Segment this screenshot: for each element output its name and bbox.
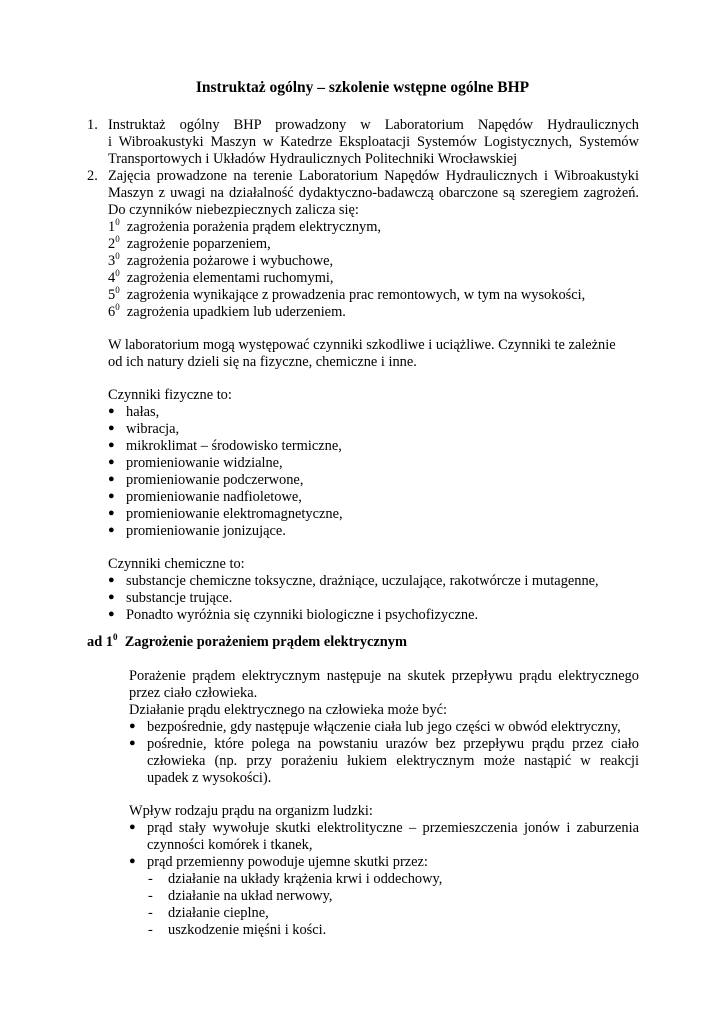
danger-item: $5^0$ zagrożenia wynikające z prowadzenia prac remontowych, w tym na wysokości, xyxy=(108,285,586,303)
danger-item: $6^0$ zagrożenia upadkiem lub uderzeniem. xyxy=(108,302,346,320)
ac-effect-item: działanie cieplne, xyxy=(168,905,269,921)
bullet-icon: ● xyxy=(108,456,115,468)
ac-effect-item: działanie na układy krążenia krwi i oddechowy, xyxy=(168,871,443,887)
bullet-icon: ● xyxy=(108,574,115,586)
current-action-item: człowieka (np. przy porażeniu łukiem elektrycznym może nastąpić w reakcji xyxy=(147,753,639,769)
bullet-icon: ● xyxy=(129,821,136,833)
danger-item: $3^0$ zagrożenia pożarowe i wybuchowe, xyxy=(108,251,334,269)
bullet-icon: ● xyxy=(108,507,115,519)
dash-marker: - xyxy=(148,922,153,938)
chemical-factor-item: substancje chemiczne toksyczne, drażniące, uczulające, rakotwórcze i mutagenne, xyxy=(126,573,599,589)
physical-factor-item: promieniowanie elektromagnetyczne, xyxy=(126,506,343,522)
bullet-icon: ● xyxy=(129,720,136,732)
harmful-factors-line: od ich natury dzieli się na fizyczne, chemiczne i inne. xyxy=(108,354,417,370)
current-action-item: pośrednie, które polega na powstaniu urazów bez przepływu prądu przez ciało xyxy=(147,736,639,752)
item-2-line: Maszyn z uwagi na działalność dydaktyczno-badawczą obarczone są szeregiem zagrożeń. xyxy=(108,185,639,201)
physical-factor-item: hałas, xyxy=(126,404,160,420)
electrocution-intro-line: Porażenie prądem elektrycznym następuje na skutek przepływu prądu elektrycznego xyxy=(129,668,639,684)
document-title: Instruktaż ogólny – szkolenie wstępne ogólne BHP xyxy=(195,79,530,96)
current-type-influence-title: Wpływ rodzaju prądu na organizm ludzki: xyxy=(129,803,373,819)
dash-marker: - xyxy=(148,871,153,887)
physical-factor-item: promieniowanie widzialne, xyxy=(126,455,283,471)
electrocution-intro-line: przez ciało człowieka. xyxy=(129,685,258,701)
ac-effect-item: działanie na układ nerwowy, xyxy=(168,888,333,904)
direct-current-line: czynności komórek i tkanek, xyxy=(147,837,313,853)
item-2-number: 2. xyxy=(87,168,98,184)
bullet-icon: ● xyxy=(108,490,115,502)
item-1-line: Instruktaż ogólny BHP prowadzony w Laboratorium Napędów Hydraulicznych xyxy=(108,117,639,133)
dash-marker: - xyxy=(148,888,153,904)
physical-factor-item: mikroklimat – środowisko termiczne, xyxy=(126,438,342,454)
bullet-icon: ● xyxy=(108,608,115,620)
bullet-icon: ● xyxy=(129,737,136,749)
danger-item: $1^0$ zagrożenia porażenia prądem elektrycznym, xyxy=(108,217,381,235)
chemical-factor-item: substancje trujące. xyxy=(126,590,233,606)
bullet-icon: ● xyxy=(108,422,115,434)
physical-factors-title: Czynniki fizyczne to: xyxy=(108,387,232,403)
danger-item: $4^0$ zagrożenia elementami ruchomymi, xyxy=(108,268,334,286)
bullet-icon: ● xyxy=(108,473,115,485)
danger-item: $2^0$ zagrożenie poparzeniem, xyxy=(108,234,271,252)
direct-current-line: prąd stały wywołuje skutki elektrolityczne – przemieszczenia jonów i zaburzenia xyxy=(147,820,639,836)
item-2-line: Zajęcia prowadzone na terenie Laboratorium Napędów Hydraulicznych i Wibroakustyki xyxy=(108,168,639,184)
physical-factor-item: promieniowanie podczerwone, xyxy=(126,472,304,488)
item-1-number: 1. xyxy=(87,117,98,133)
chemical-factors-title: Czynniki chemiczne to: xyxy=(108,556,245,572)
current-action-title: Działanie prądu elektrycznego na człowieka może być: xyxy=(129,702,448,718)
chemical-factor-item: Ponadto wyróżnia się czynniki biologiczne i psychofizyczne. xyxy=(126,607,479,623)
current-action-item: upadek z wysokości). xyxy=(147,770,272,786)
item-1-line: Transportowych i Układów Hydraulicznych Politechniki Wrocławskiej xyxy=(108,151,518,167)
physical-factor-item: wibracja, xyxy=(126,421,180,437)
bullet-icon: ● xyxy=(108,591,115,603)
bullet-icon: ● xyxy=(129,855,136,867)
current-action-item: bezpośrednie, gdy następuje włączenie ciała lub jego części w obwód elektryczny, xyxy=(147,719,621,735)
item-1-line: i Wibroakustyki Maszyn w Katedrze Eksploatacji Systemów Logistycznych, Systemów xyxy=(108,134,639,150)
alternating-current-intro: prąd przemienny powoduje ujemne skutki przez: xyxy=(147,854,428,870)
bullet-icon: ● xyxy=(108,439,115,451)
dash-marker: - xyxy=(148,905,153,921)
harmful-factors-line: W laboratorium mogą występować czynniki szkodliwe i uciążliwe. Czynniki te zależnie xyxy=(108,337,616,353)
bullet-icon: ● xyxy=(108,524,115,536)
bullet-icon: ● xyxy=(108,405,115,417)
dangers-intro: Do czynników niebezpiecznych zalicza się: xyxy=(108,202,359,218)
section-heading: ad $1^0$ Zagrożenie porażeniem prądem elektrycznym xyxy=(87,632,407,650)
physical-factor-item: promieniowanie jonizujące. xyxy=(126,523,286,539)
physical-factor-item: promieniowanie nadfioletowe, xyxy=(126,489,302,505)
ac-effect-item: uszkodzenie mięśni i kości. xyxy=(168,922,327,938)
